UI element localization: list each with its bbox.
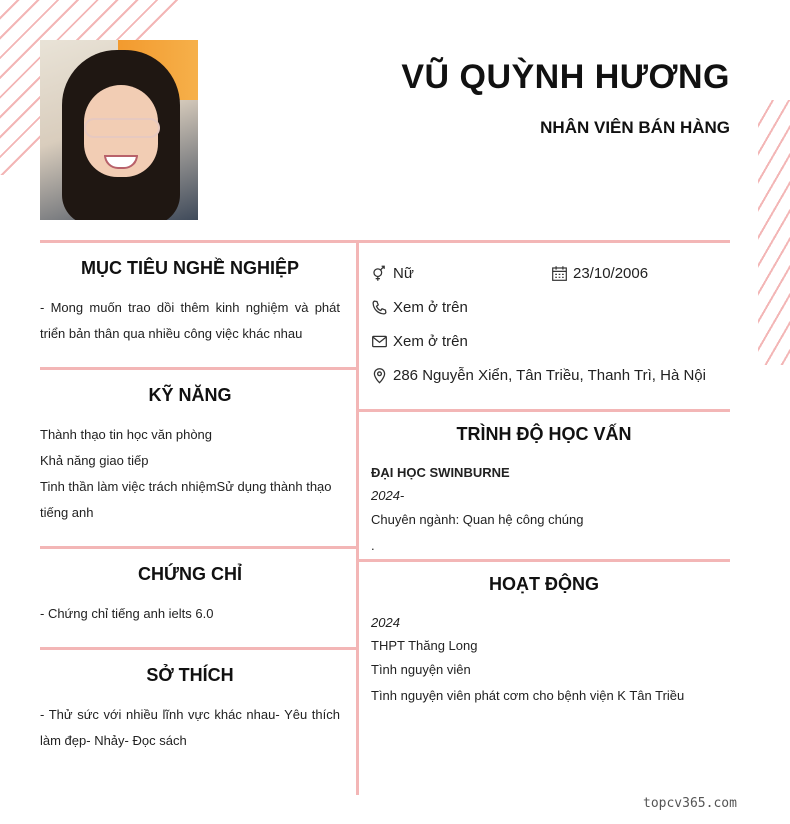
address-row [371, 367, 706, 384]
education-period: 2024- [371, 488, 405, 503]
gender-value: Nữ [393, 265, 414, 282]
activity-year: 2024 [371, 615, 400, 630]
watermark: topcv365.com [643, 796, 737, 811]
divider [40, 240, 730, 243]
activities-heading: HOẠT ĐỘNG [489, 574, 599, 594]
education-school: ĐẠI HỌC SWINBURNE [371, 465, 510, 480]
education-major: Chuyên ngành: Quan hệ công chúng [371, 512, 584, 527]
divider [40, 647, 356, 650]
divider [359, 409, 730, 412]
calendar-icon [551, 265, 568, 282]
mail-icon [371, 333, 388, 350]
skill-item: Khả năng giao tiếp [40, 453, 149, 468]
certificate-item: - Chứng chỉ tiếng anh ielts 6.0 [40, 606, 214, 621]
gender-row [371, 265, 414, 282]
skill-item: Tinh thần làm việc trách nhiệmSử dụng thành thạo [40, 479, 332, 494]
dob-row [551, 265, 648, 282]
address-value: 286 Nguyễn Xiển, Tân Triều, Thanh Trì, Hà Nội [393, 367, 706, 384]
skill-item: Thành thạo tin học văn phòng [40, 427, 213, 442]
decorative-stripes-right [758, 100, 790, 365]
education-note: . [371, 538, 375, 553]
activity-role: Tình nguyện viên [371, 662, 471, 677]
phone-value: Xem ở trên [393, 299, 468, 316]
objective-text: - Mong muốn trao dồi thêm kinh nghiệm và phát triển bản thân qua nhiều công việc khác nhau [40, 300, 340, 341]
dob-value: 23/10/2006 [573, 265, 649, 282]
divider [40, 546, 356, 549]
job-title: NHÂN VIÊN BÁN HÀNG [540, 118, 730, 137]
location-icon [371, 367, 388, 384]
objective-heading: MỤC TIÊU NGHỀ NGHIỆP [80, 258, 299, 278]
education-heading: TRÌNH ĐỘ HỌC VẤN [456, 424, 632, 444]
activity-org: THPT Thăng Long [371, 638, 478, 653]
phone-icon [371, 299, 388, 316]
skills-heading: KỸ NĂNG [148, 385, 232, 405]
hobbies-heading: SỞ THÍCH [146, 665, 234, 685]
activity-desc: Tình nguyện viên phát cơm cho bệnh viện K Tân Triều [371, 688, 685, 703]
email-row [371, 333, 468, 350]
email-value: Xem ở trên [393, 333, 468, 350]
candidate-name: VŨ QUỲNH HƯƠNG [401, 58, 730, 96]
divider [40, 367, 356, 370]
column-divider [356, 240, 359, 795]
certificates-heading: CHỨNG CHỈ [138, 564, 242, 584]
phone-row [371, 299, 468, 316]
profile-photo [40, 40, 198, 220]
hobbies-text: - Thử sức với nhiều lĩnh vực khác nhau- Yêu thích làm đẹp- Nhảy- Đọc sách [40, 707, 340, 748]
divider [359, 559, 730, 562]
skill-item: tiếng anh [40, 505, 94, 520]
gender-icon [371, 265, 388, 282]
